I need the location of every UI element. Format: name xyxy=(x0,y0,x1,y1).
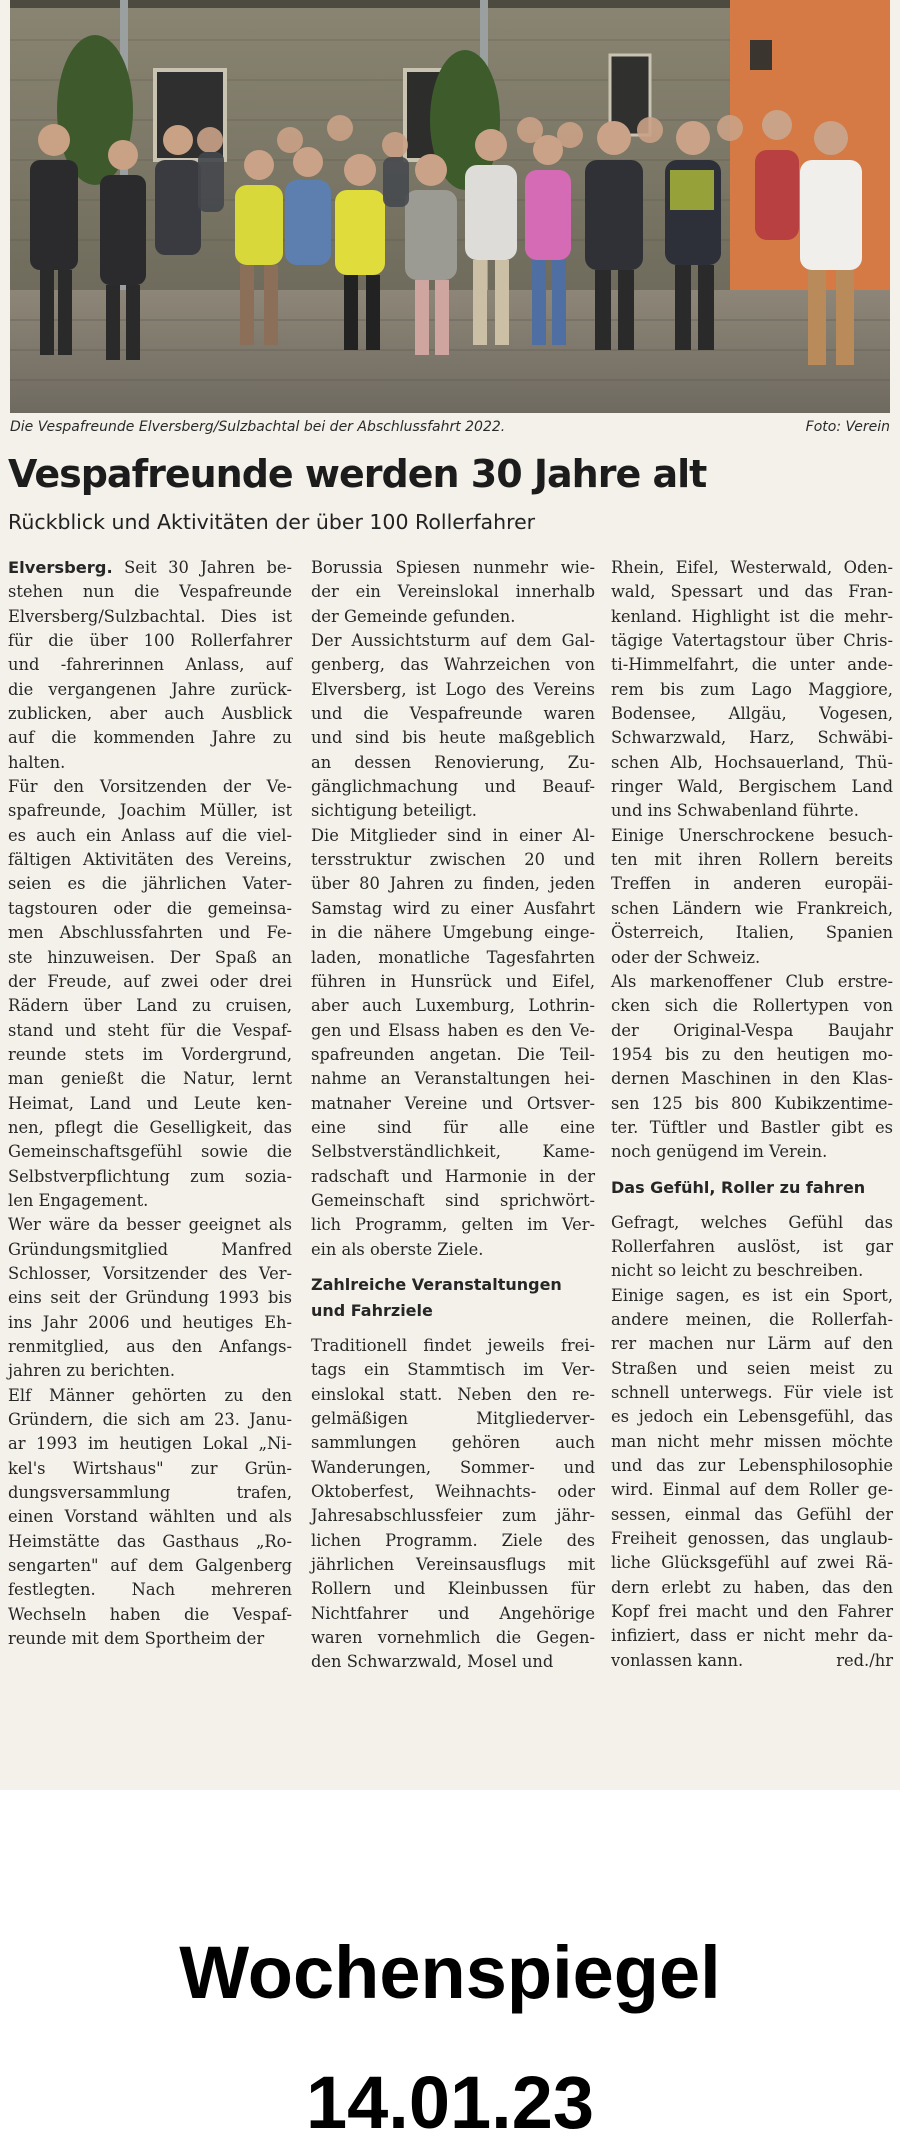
text-line: dernen Maschinen in den Klas- xyxy=(611,1069,893,1089)
text-line: Selbstverpflichtung zum sozia- xyxy=(8,1166,292,1186)
text-line: gen und Elsass haben es den Ve- xyxy=(311,1020,595,1040)
text-line: dungsversammlung trafen, xyxy=(8,1483,292,1503)
text-line: vonlassen kann. red./hr xyxy=(611,1649,893,1673)
text-line: ins Jahr 2006 und heutiges Eh- xyxy=(8,1312,292,1332)
text-line: ar 1993 im heutigen Lokal „Ni- xyxy=(8,1434,292,1454)
text-line: jährlichen Vereinsausflugs mit xyxy=(311,1555,595,1575)
text-line: gänglichmachung und Beauf- xyxy=(311,777,595,797)
text-line: nen, pflegt die Geselligkeit, das xyxy=(8,1117,292,1137)
text-line: Samstag wird zu einer Ausfahrt xyxy=(311,898,595,918)
text-line: seien es die jährlichen Vater- xyxy=(8,874,292,894)
text-line: reunde mit dem Sportheim der xyxy=(8,1629,265,1649)
text-line: man nicht mehr missen möchte xyxy=(611,1431,893,1451)
text-line: renmitglied, aus den Anfangs- xyxy=(8,1337,292,1356)
text-line: einslokal statt. Neben den re- xyxy=(311,1384,595,1404)
text-line: Selbstverständlichkeit, Kame- xyxy=(311,1142,595,1162)
text-line: spafreunden angetan. Die Teil- xyxy=(311,1044,595,1064)
text-line: es jedoch ein Lebensgefühl, das xyxy=(611,1407,893,1427)
text-line: noch genügend im Verein. xyxy=(611,1142,828,1162)
text-line: Elversberg, ist Logo des Vereins xyxy=(311,679,595,699)
text-line: spafreunde, Joachim Müller, ist xyxy=(8,801,292,821)
text-line: Rollerfahren auslöst, ist gar xyxy=(611,1236,893,1256)
text-line: sammlungen gehören auch xyxy=(311,1433,595,1453)
text-line: wird. Einmal auf dem Roller ge- xyxy=(611,1480,893,1500)
article-column-1 xyxy=(8,556,292,1651)
text-line: Schwarzwald, Harz, Schwäbi- xyxy=(611,728,893,748)
text-line: Die Mitglieder sind in einer Al- xyxy=(311,825,595,845)
text-line: eins seit der Gründung 1993 bis xyxy=(8,1288,292,1308)
text-line: Gründungsmitglied Manfred xyxy=(8,1239,292,1259)
photo-caption xyxy=(10,417,890,441)
text-line: Einige Unerschrockene besuch- xyxy=(611,825,893,845)
text-line: Für den Vorsitzenden der Ve- xyxy=(8,777,292,797)
text-line: wald, Spessart und das Fran- xyxy=(611,582,893,602)
text-line: Einige sagen, es ist ein Sport, xyxy=(611,1285,893,1305)
text-line: der Original-Vespa Baujahr xyxy=(611,1020,893,1040)
text-line: festlegten. Nach mehreren xyxy=(8,1580,292,1600)
text-line: tägige Vatertagstour über Chris- xyxy=(611,631,893,651)
text-line: len Engagement. xyxy=(8,1190,149,1210)
text-line: kenland. Highlight ist die mehr- xyxy=(611,606,893,626)
text-line: Rollern und Kleinbussen für xyxy=(311,1579,595,1599)
text-line: schen Ländern wie Frankreich, xyxy=(611,898,893,918)
text-line: fältigen Aktivitäten des Vereins, xyxy=(8,850,292,870)
text-line: Bodensee, Allgäu, Vogesen, xyxy=(611,704,893,724)
text-line: Als markenoffener Club erstre- xyxy=(611,971,893,991)
text-line: reunde stets im Vordergrund, xyxy=(8,1044,292,1064)
text-line: andere meinen, die Rollerfah- xyxy=(611,1309,893,1329)
text-line: den Schwarzwald, Mosel und xyxy=(311,1652,554,1672)
text-line: und -fahrerinnen Anlass, auf xyxy=(8,655,292,675)
text-line: führen in Hunsrück und Eifel, xyxy=(311,971,595,991)
text-line: man genießt die Natur, lernt xyxy=(8,1069,292,1089)
text-line: und ins Schwabenland führte. xyxy=(611,801,859,821)
article-column-2 xyxy=(311,556,595,1675)
text-line xyxy=(8,556,292,580)
text-line: dern erlebt zu haben, das den xyxy=(611,1577,893,1597)
text-line: ten mit ihren Rollern bereits xyxy=(611,850,893,870)
section-subheading: Das Gefühl, Roller zu fahren xyxy=(611,1177,866,1197)
text-line: tags ein Stammtisch im Ver- xyxy=(311,1360,595,1380)
text-line: halten. xyxy=(8,752,66,772)
text-line: lich Programm, gelten im Ver- xyxy=(311,1215,595,1235)
text-line: Der Aussichtsturm auf dem Gal- xyxy=(311,631,595,651)
photo-credit: Foto: Verein xyxy=(805,419,890,435)
text-line: ste hinzuweisen. Der Spaß an xyxy=(8,947,292,967)
text-line: liche Glücksgefühl auf zwei Rä- xyxy=(611,1553,893,1573)
text-line: Borussia Spiesen nunmehr wie- xyxy=(311,558,595,577)
text-line: Elversberg/Sulzbachtal. Dies ist xyxy=(8,606,292,626)
text-line: in die nähere Umgebung einge- xyxy=(311,923,595,943)
text-line: Nichtfahrer und Angehörige xyxy=(311,1603,595,1623)
group-photo-illustration xyxy=(10,0,890,413)
text-line: Oktoberfest, Weihnachts- oder xyxy=(311,1482,595,1502)
text-line: sichtigung beteiligt. xyxy=(311,801,477,821)
text-line: die vergangenen Jahre zurück- xyxy=(8,679,292,699)
text-line: rer machen nur Lärm auf den xyxy=(611,1334,893,1354)
text-line: ein als oberste Ziele. xyxy=(311,1239,484,1259)
publication-date: 14.01.23 xyxy=(305,2061,595,2144)
text-line: jahren zu berichten. xyxy=(8,1361,176,1381)
dateline: Elversberg. xyxy=(8,558,113,577)
text-line: laden, monatliche Tagesfahrten xyxy=(311,947,595,967)
text-line: Schlosser, Vorsitzender des Ver- xyxy=(8,1263,292,1283)
text-line: Rhein, Eifel, Westerwald, Oden- xyxy=(611,558,893,577)
text-line: Elf Männer gehörten zu den xyxy=(8,1385,292,1405)
text-line: schnell unterwegs. Für viele ist xyxy=(611,1383,893,1402)
section-subheading: Zahlreiche Veranstaltungen xyxy=(311,1274,562,1294)
text-line: und sind bis heute maßgeblich xyxy=(311,728,595,748)
first-line-text: Seit 30 Jahren be- xyxy=(112,558,292,577)
text-line: waren vornehmlich die Gegen- xyxy=(311,1628,595,1648)
text-line: und die Vespafreunde waren xyxy=(311,704,595,724)
text-line: rem bis zum Lago Maggiore, xyxy=(611,679,893,699)
text-line: Österreich, Italien, Spanien xyxy=(611,923,893,943)
text-line: zublicken, aber auch Ausblick xyxy=(8,704,292,724)
article-subheadline: Rückblick und Aktivitäten der über 100 Rollerfahrer xyxy=(8,510,536,534)
text-line: der Gemeinde gefunden. xyxy=(311,606,516,626)
text-line: Gefragt, welches Gefühl das xyxy=(611,1212,893,1232)
text-line: lichen Programm. Ziele des xyxy=(311,1530,595,1550)
text-line: 1954 bis zu den heutigen mo- xyxy=(611,1044,893,1064)
text-line: Rädern über Land zu cruisen, xyxy=(8,996,292,1016)
text-line: der ein Vereinslokal innerhalb xyxy=(311,582,595,602)
text-line: Straßen und seien meist zu xyxy=(611,1358,893,1378)
text-line: Freiheit genossen, das unglaub- xyxy=(611,1529,893,1549)
text-line: sengarten" auf dem Galgenberg xyxy=(8,1556,292,1576)
text-line: Gemeinschaft sind sprichwört- xyxy=(311,1190,595,1210)
text-line: ringer Wald, Bergischem Land xyxy=(611,777,893,797)
article-headline: Vespafreunde werden 30 Jahre alt xyxy=(8,452,707,496)
text-line: sessen, einmal das Gefühl der xyxy=(611,1504,893,1524)
text-line: aber auch Luxemburg, Lothrin- xyxy=(311,996,595,1016)
text-line: tersstruktur zwischen 20 und xyxy=(311,850,595,870)
text-line: schen Alb, Hochsauerland, Thü- xyxy=(611,752,893,772)
text-line: Gemeinschaftsgefühl sowie die xyxy=(8,1142,292,1162)
text-line: genberg, das Wahrzeichen von xyxy=(311,655,595,675)
text-line: oder der Schweiz. xyxy=(611,947,761,967)
text-line: Gründern, die sich am 23. Janu- xyxy=(8,1410,292,1430)
text-line: ti-Himmelfahrt, die unter ande- xyxy=(611,655,893,675)
text-line: der Freude, auf zwei oder drei xyxy=(8,971,292,991)
text-line: Heimat, Land und Leute ken- xyxy=(8,1093,292,1113)
text-line: kel's Wirtshaus" zur Grün- xyxy=(8,1458,292,1478)
text-line: Wechseln haben die Vespaf- xyxy=(8,1604,292,1624)
text-line: nicht so leicht zu beschreiben. xyxy=(611,1261,864,1281)
caption-text: Die Vespafreunde Elversberg/Sulzbachtal bei der Abschlussfahrt 2022. xyxy=(10,419,506,435)
text-line: Kopf frei macht und den Fahrer xyxy=(611,1602,893,1622)
text-line: radschaft und Harmonie in der xyxy=(311,1166,595,1186)
text-line: Treffen in anderen europäi- xyxy=(611,874,893,894)
text-line: cken sich die Rollertypen von xyxy=(611,996,893,1016)
article-column-3 xyxy=(611,556,893,1673)
text-line: infiziert, dass er nicht mehr da- xyxy=(611,1626,893,1646)
text-line: Wanderungen, Sommer- und xyxy=(311,1457,595,1477)
text-line: Wer wäre da besser geeignet als xyxy=(8,1215,292,1235)
text-line: ter. Tüftler und Bastler gibt es xyxy=(611,1117,893,1137)
text-line: Heimstätte das Gasthaus „Ro- xyxy=(8,1531,292,1551)
text-line: tagstouren oder die gemeinsa- xyxy=(8,898,292,918)
text-line: stehen nun die Vespafreunde xyxy=(8,582,292,602)
text-line: Traditionell findet jeweils frei- xyxy=(311,1335,595,1355)
text-line: einen Vorstand wählten und als xyxy=(8,1507,292,1527)
text-line: gelmäßigen Mitgliederver- xyxy=(311,1409,595,1428)
text-line: Jahresabschlussfeier zum jähr- xyxy=(311,1506,595,1526)
text-line: über 80 Jahren zu finden, jeden xyxy=(311,874,595,894)
group-photo xyxy=(10,0,890,413)
text-line: nahme an Veranstaltungen hei- xyxy=(311,1069,595,1089)
text-line: matnaher Vereine und Ortsver- xyxy=(311,1093,595,1113)
text-line: sen 125 bis 800 Kubikzentime- xyxy=(611,1093,893,1113)
text-line: für die über 100 Rollerfahrer xyxy=(8,631,292,651)
text-line: auf die kommenden Jahre zu xyxy=(8,728,292,748)
text-line: men Abschlussfahrten und Fe- xyxy=(8,923,292,943)
publication-name: Wochenspiegel xyxy=(179,1931,721,2014)
text-line: stand und steht für die Vespaf- xyxy=(8,1020,292,1040)
text-line: eine sind für alle eine xyxy=(311,1117,595,1137)
text-line: es auch ein Anlass auf die viel- xyxy=(8,825,292,845)
text-line: an dessen Renovierung, Zu- xyxy=(311,752,595,772)
author-signature: red./hr xyxy=(836,1650,893,1670)
text-line: und das zur Lebensphilosophie xyxy=(611,1456,893,1476)
section-subheading: und Fahrziele xyxy=(311,1300,433,1320)
